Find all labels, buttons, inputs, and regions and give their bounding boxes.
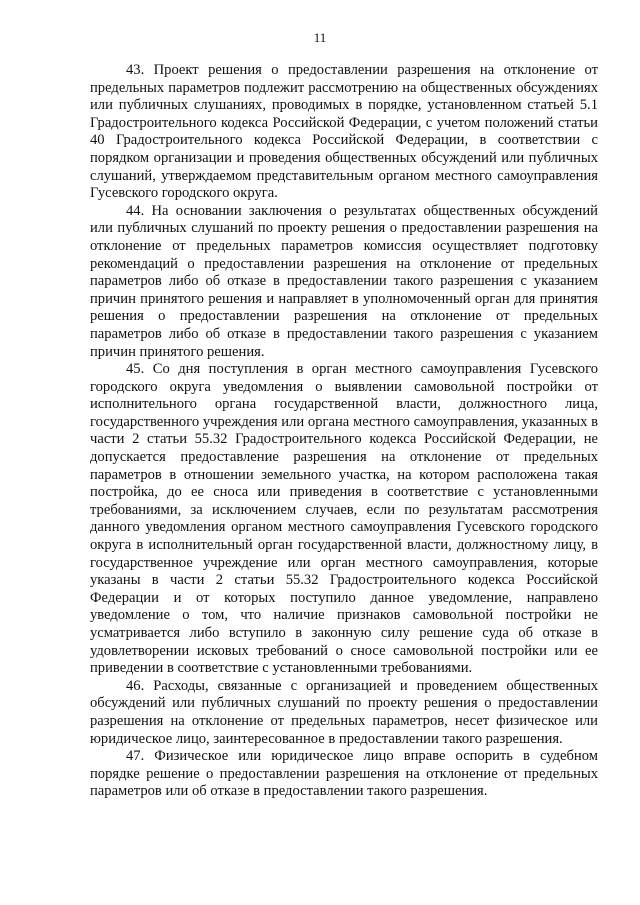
paragraph-46: 46. Расходы, связанные с организацией и проведением общественных обсуждений или публичных слушаний по проекту решения о предоставлении разрешения на отклонение от предельных параметров, несет физическое или юридическое лицо, заинтересованное в предоставлении такого разрешения. — [90, 677, 598, 747]
page-number: 11 — [313, 30, 327, 45]
paragraph-44: 44. На основании заключения о результатах общественных обсуждений или публичных слушаний по проекту решения о предоставлении разрешения на отклонение от предельных параметров комиссия осуществляет подготовку рекомендаций о предоставлении разрешения на отклонение от предельных параметров либо об отказе в предоставлении такого разрешения с указанием причин принятого решения и направляет в уполномоченный орган для принятия решения о предоставлении разрешения на отклонение от предельных параметров либо об отказе в предоставлении такого разрешения с указанием причин принятого решения. — [90, 202, 598, 360]
paragraph-43: 43. Проект решения о предоставлении разрешения на отклонение от предельных параметров подлежит рассмотрению на общественных обсуждениях или публичных слушаниях, проводимых в порядке, установленном статьей 5.1 Градостроительного кодекса Российской Федерации, с учетом положений статьи 40 Градостроительного кодекса Российской Федерации, в соответствии с порядком организации и проведения общественных обсуждений или публичных слушаний, утверждаемом представительным органом местного самоуправления Гусевского городского округа. — [90, 62, 598, 202]
paragraph-47: 47. Физическое или юридическое лицо вправе оспорить в судебном порядке решение о предоставлении разрешения на отклонение от предельных параметров или об отказе в предоставлении такого разрешения. — [90, 748, 598, 800]
paragraph-45: 45. Со дня поступления в орган местного самоуправления Гусевского городского округа уведомления о выявлении самовольной постройки от исполнительного органа государственной власти, должностного лица, государственного учреждения или органа местного самоуправления, указанных в части 2 статьи 55.32 Градостроительного кодекса Российской Федерации, не допускается предоставление разрешения на отклонение от предельных параметров в отношении земельного участка, на котором расположена такая постройка, до ее сноса или приведения в соответствие с установленными требованиями, за исключением случаев, если по результатам рассмотрения данного уведомления органом местного самоуправления Гусевского городского округа в исполнительный орган государственной власти, должностному лицу, в государственное учреждение или орган местного самоуправления, которые указаны в части 2 статьи 55.32 Градостроительного кодекса Российской Федерации и от которых поступило данное уведомление, направлено уведомление о том, что наличие признаков самовольной постройки не усматривается либо вступило в законную силу решение суда об отказе в удовлетворении исковых требований о сносе самовольной постройки или ее приведении в соответствие с установленными требованиями. — [90, 361, 598, 677]
document-body — [90, 62, 598, 801]
